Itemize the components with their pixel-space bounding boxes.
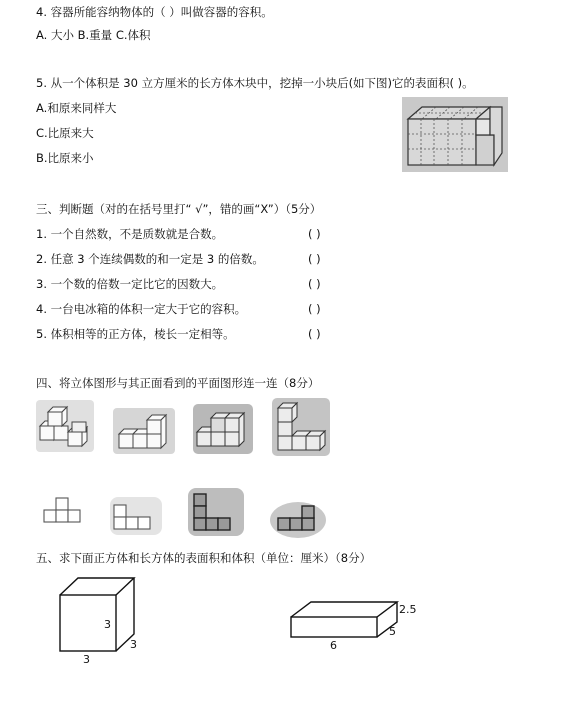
judge-item-5: 5. 体积相等的正方体，棱长一定相等。 bbox=[36, 327, 235, 341]
plane-figure-3 bbox=[188, 488, 244, 536]
cube-width-label: 3 bbox=[83, 653, 90, 665]
judge-item-3: 3. 一个数的倍数一定比它的因数大。 bbox=[36, 277, 224, 291]
cube-height-label: 3 bbox=[104, 618, 111, 631]
q5-option-c: C.比原来大 bbox=[36, 126, 94, 140]
judge-blank-2: ( ) bbox=[308, 252, 321, 266]
plane-figure-2 bbox=[110, 497, 162, 535]
solid-figure-4 bbox=[272, 398, 330, 456]
cube-depth-label: 3 bbox=[130, 638, 137, 651]
solid-figure-1 bbox=[36, 400, 94, 452]
judge-item-1: 1. 一个自然数，不是质数就是合数。 bbox=[36, 227, 224, 241]
section5-title: 五、求下面正方体和长方体的表面积和体积（单位：厘米）（8分） bbox=[36, 551, 372, 565]
judge-blank-3: ( ) bbox=[308, 277, 321, 291]
solid-figure-3 bbox=[193, 404, 253, 454]
plane-figure-1 bbox=[40, 492, 90, 530]
judge-item-2: 2. 任意 3 个连续偶数的和一定是 3 的倍数。 bbox=[36, 252, 264, 266]
q5-option-b: B.比原来小 bbox=[36, 151, 94, 165]
judge-item-4: 4. 一台电冰箱的体积一定大于它的容积。 bbox=[36, 302, 247, 316]
section3-title: 三、判断题（对的在括号里打“ √”，错的画“X”）（5分） bbox=[36, 202, 322, 216]
judge-blank-1: ( ) bbox=[308, 227, 321, 241]
solid-figure-2 bbox=[113, 408, 175, 454]
q5-option-a: A.和原来同样大 bbox=[36, 101, 117, 115]
section4-title: 四、将立体图形与其正面看到的平面图形连一连（8分） bbox=[36, 376, 320, 390]
cuboid-figure bbox=[286, 595, 426, 655]
q4-stem: 4. 容器所能容纳物体的（ ）叫做容器的容积。 bbox=[36, 5, 273, 19]
q5-stem: 5. 从一个体积是 30 立方厘米的长方体木块中，挖掉一小块后(如下图)它的表面积( )。 bbox=[36, 76, 474, 90]
q5-cuboid-figure bbox=[402, 97, 508, 172]
q4-options: A. 大小 B.重量 C.体积 bbox=[36, 28, 151, 42]
cube-figure bbox=[50, 575, 150, 665]
judge-blank-5: ( ) bbox=[308, 327, 321, 341]
cuboid-height-label: 2.5 bbox=[399, 603, 417, 616]
judge-blank-4: ( ) bbox=[308, 302, 321, 316]
cuboid-length-label: 6 bbox=[330, 639, 337, 652]
plane-figure-4 bbox=[270, 496, 326, 538]
cuboid-depth-label: 5 bbox=[389, 625, 396, 638]
